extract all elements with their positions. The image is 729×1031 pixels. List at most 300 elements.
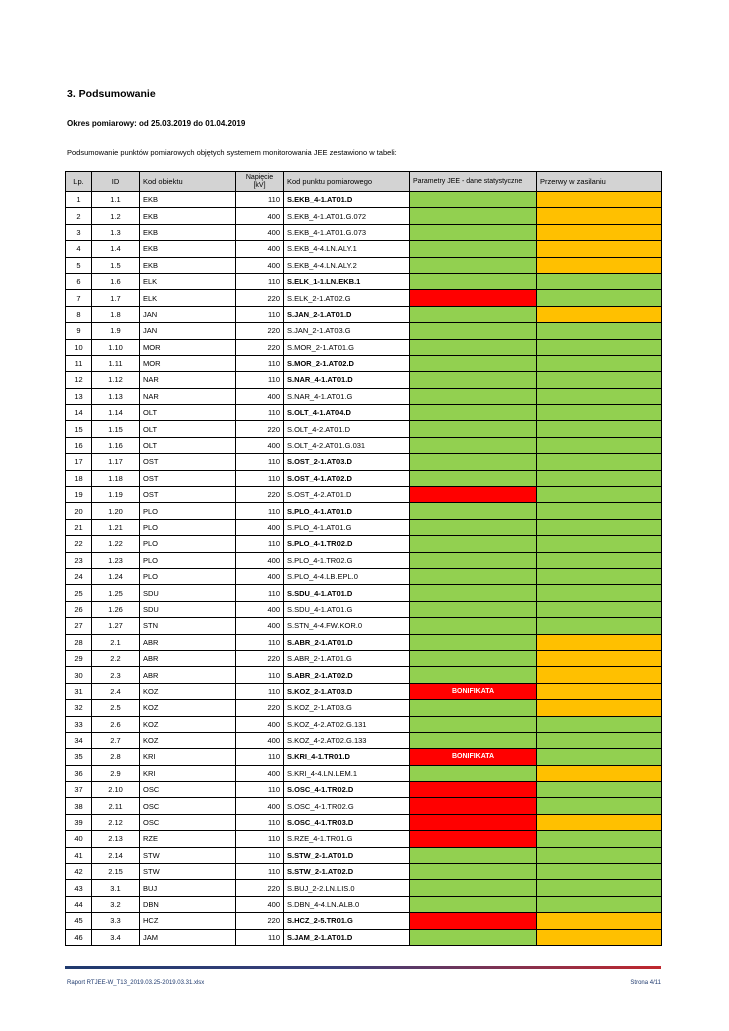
cell-object-code: OLT [140, 437, 236, 453]
cell-id: 1.7 [92, 290, 140, 306]
cell-object-code: OST [140, 454, 236, 470]
cell-outage-status [537, 831, 662, 847]
cell-id: 2.13 [92, 831, 140, 847]
cell-object-code: PLO [140, 536, 236, 552]
table-row [66, 241, 662, 257]
cell-outage-status [537, 732, 662, 748]
cell-voltage: 400 [236, 896, 284, 912]
cell-jee-status [410, 634, 537, 650]
cell-object-code: JAM [140, 929, 236, 945]
cell-lp: 28 [66, 634, 92, 650]
table-row [66, 536, 662, 552]
cell-lp: 44 [66, 896, 92, 912]
cell-jee-status [410, 355, 537, 371]
cell-point-code: S.EKB_4-1.AT01.G.073 [284, 224, 410, 240]
cell-voltage: 400 [236, 601, 284, 617]
cell-jee-status [410, 568, 537, 584]
cell-jee-status [410, 241, 537, 257]
cell-jee-status [410, 306, 537, 322]
cell-lp: 17 [66, 454, 92, 470]
cell-object-code: KOZ [140, 683, 236, 699]
cell-outage-status [537, 749, 662, 765]
table-row [66, 290, 662, 306]
cell-object-code: KRI [140, 749, 236, 765]
cell-id: 2.6 [92, 716, 140, 732]
table-row [66, 798, 662, 814]
cell-point-code: S.BUJ_2-2.LN.LIS.0 [284, 880, 410, 896]
cell-jee-status [410, 273, 537, 289]
cell-jee-status [410, 601, 537, 617]
cell-voltage: 110 [236, 372, 284, 388]
cell-voltage: 110 [236, 749, 284, 765]
cell-lp: 8 [66, 306, 92, 322]
cell-point-code: S.ABR_2-1.AT02.D [284, 667, 410, 683]
cell-jee-status [410, 503, 537, 519]
cell-voltage: 110 [236, 782, 284, 798]
cell-jee-status [410, 765, 537, 781]
cell-object-code: OLT [140, 405, 236, 421]
cell-jee-status [410, 847, 537, 863]
cell-object-code: JAN [140, 306, 236, 322]
cell-id: 1.10 [92, 339, 140, 355]
cell-point-code: S.MOR_2-1.AT02.D [284, 355, 410, 371]
cell-object-code: PLO [140, 552, 236, 568]
cell-voltage: 220 [236, 323, 284, 339]
cell-outage-status [537, 355, 662, 371]
cell-object-code: JAN [140, 323, 236, 339]
cell-lp: 38 [66, 798, 92, 814]
table-row [66, 257, 662, 273]
cell-outage-status [537, 421, 662, 437]
cell-id: 1.20 [92, 503, 140, 519]
cell-lp: 4 [66, 241, 92, 257]
table-row [66, 519, 662, 535]
cell-object-code: STW [140, 864, 236, 880]
cell-id: 2.15 [92, 864, 140, 880]
cell-jee-status [410, 421, 537, 437]
cell-voltage: 400 [236, 568, 284, 584]
cell-outage-status [537, 536, 662, 552]
table-header-row [66, 172, 662, 192]
cell-outage-status [537, 782, 662, 798]
cell-voltage: 400 [236, 552, 284, 568]
cell-object-code: PLO [140, 503, 236, 519]
table-row [66, 782, 662, 798]
summary-table [65, 171, 662, 946]
table-row [66, 192, 662, 208]
cell-point-code: S.STW_2-1.AT01.D [284, 847, 410, 863]
cell-id: 1.17 [92, 454, 140, 470]
cell-id: 1.11 [92, 355, 140, 371]
cell-outage-status [537, 585, 662, 601]
footer-divider [65, 966, 661, 969]
cell-voltage: 400 [236, 716, 284, 732]
cell-id: 1.16 [92, 437, 140, 453]
cell-object-code: OLT [140, 421, 236, 437]
cell-id: 2.3 [92, 667, 140, 683]
table-row [66, 634, 662, 650]
cell-point-code: S.STN_4-4.FW.KOR.0 [284, 618, 410, 634]
cell-id: 2.9 [92, 765, 140, 781]
cell-voltage: 220 [236, 421, 284, 437]
cell-lp: 19 [66, 487, 92, 503]
cell-id: 1.8 [92, 306, 140, 322]
cell-jee-status [410, 224, 537, 240]
table-row [66, 618, 662, 634]
cell-id: 2.14 [92, 847, 140, 863]
cell-voltage: 110 [236, 470, 284, 486]
cell-object-code: PLO [140, 519, 236, 535]
cell-jee-status [410, 782, 537, 798]
table-row [66, 913, 662, 929]
cell-outage-status [537, 503, 662, 519]
cell-lp: 40 [66, 831, 92, 847]
col-header-voltage: Napięcie [kV] [236, 172, 284, 192]
cell-lp: 29 [66, 650, 92, 666]
cell-object-code: HCZ [140, 913, 236, 929]
cell-lp: 31 [66, 683, 92, 699]
cell-voltage: 110 [236, 192, 284, 208]
cell-object-code: STW [140, 847, 236, 863]
cell-point-code: S.JAM_2-1.AT01.D [284, 929, 410, 945]
cell-jee-status [410, 208, 537, 224]
cell-lp: 7 [66, 290, 92, 306]
cell-object-code: SDU [140, 601, 236, 617]
cell-voltage: 220 [236, 700, 284, 716]
cell-outage-status [537, 650, 662, 666]
cell-jee-status [410, 929, 537, 945]
cell-point-code: S.KOZ_2-1.AT03.D [284, 683, 410, 699]
table-row [66, 437, 662, 453]
cell-voltage: 400 [236, 437, 284, 453]
intro-text: Podsumowanie punktów pomiarowych objętych systemem monitorowania JEE zestawiono w tabeli: [67, 148, 397, 157]
cell-lp: 36 [66, 765, 92, 781]
cell-jee-status: BONIFIKATA [410, 749, 537, 765]
cell-point-code: S.EKB_4-4.LN.ALY.1 [284, 241, 410, 257]
cell-object-code: NAR [140, 388, 236, 404]
cell-jee-status [410, 831, 537, 847]
cell-object-code: ABR [140, 650, 236, 666]
cell-voltage: 400 [236, 732, 284, 748]
cell-lp: 9 [66, 323, 92, 339]
table-row [66, 896, 662, 912]
cell-outage-status [537, 519, 662, 535]
table-row [66, 503, 662, 519]
cell-lp: 11 [66, 355, 92, 371]
cell-object-code: STN [140, 618, 236, 634]
cell-voltage: 110 [236, 814, 284, 830]
table-row [66, 601, 662, 617]
table-row [66, 847, 662, 863]
cell-outage-status [537, 372, 662, 388]
cell-jee-status [410, 618, 537, 634]
cell-object-code: EKB [140, 257, 236, 273]
cell-point-code: S.SDU_4-1.AT01.D [284, 585, 410, 601]
cell-id: 1.23 [92, 552, 140, 568]
cell-id: 1.3 [92, 224, 140, 240]
cell-id: 1.9 [92, 323, 140, 339]
cell-point-code: S.OST_2-1.AT03.D [284, 454, 410, 470]
cell-lp: 32 [66, 700, 92, 716]
cell-jee-status [410, 519, 537, 535]
cell-id: 3.2 [92, 896, 140, 912]
cell-jee-status [410, 552, 537, 568]
table-row [66, 405, 662, 421]
cell-jee-status [410, 437, 537, 453]
table-row [66, 650, 662, 666]
cell-point-code: S.STW_2-1.AT02.D [284, 864, 410, 880]
cell-object-code: ABR [140, 667, 236, 683]
cell-object-code: SDU [140, 585, 236, 601]
cell-outage-status [537, 470, 662, 486]
cell-lp: 35 [66, 749, 92, 765]
table-row [66, 765, 662, 781]
table-row [66, 421, 662, 437]
cell-voltage: 220 [236, 487, 284, 503]
cell-lp: 20 [66, 503, 92, 519]
cell-id: 1.25 [92, 585, 140, 601]
cell-voltage: 400 [236, 224, 284, 240]
cell-outage-status [537, 896, 662, 912]
cell-lp: 26 [66, 601, 92, 617]
col-header-object-code: Kod obiektu [140, 172, 236, 192]
cell-jee-status [410, 585, 537, 601]
table-row [66, 831, 662, 847]
cell-object-code: ABR [140, 634, 236, 650]
cell-outage-status [537, 208, 662, 224]
cell-voltage: 110 [236, 503, 284, 519]
cell-object-code: OST [140, 470, 236, 486]
cell-point-code: S.JAN_2-1.AT03.G [284, 323, 410, 339]
cell-id: 1.19 [92, 487, 140, 503]
cell-lp: 42 [66, 864, 92, 880]
cell-point-code: S.KOZ_2-1.AT03.G [284, 700, 410, 716]
cell-jee-status [410, 257, 537, 273]
cell-outage-status [537, 306, 662, 322]
cell-object-code: EKB [140, 208, 236, 224]
cell-voltage: 110 [236, 667, 284, 683]
cell-jee-status [410, 814, 537, 830]
cell-point-code: S.OST_4-1.AT02.D [284, 470, 410, 486]
table-row [66, 585, 662, 601]
cell-point-code: S.HCZ_2-5.TR01.G [284, 913, 410, 929]
cell-object-code: ELK [140, 273, 236, 289]
cell-object-code: OSC [140, 798, 236, 814]
cell-id: 3.1 [92, 880, 140, 896]
cell-voltage: 110 [236, 273, 284, 289]
cell-jee-status [410, 798, 537, 814]
cell-outage-status [537, 273, 662, 289]
cell-point-code: S.PLO_4-1.TR02.G [284, 552, 410, 568]
table-row [66, 372, 662, 388]
cell-voltage: 400 [236, 618, 284, 634]
cell-voltage: 110 [236, 454, 284, 470]
cell-jee-status [410, 650, 537, 666]
cell-voltage: 220 [236, 880, 284, 896]
cell-object-code: RZE [140, 831, 236, 847]
cell-outage-status [537, 192, 662, 208]
cell-voltage: 220 [236, 650, 284, 666]
cell-lp: 1 [66, 192, 92, 208]
table-row [66, 470, 662, 486]
cell-lp: 39 [66, 814, 92, 830]
table-row [66, 568, 662, 584]
cell-point-code: S.KOZ_4-2.AT02.G.131 [284, 716, 410, 732]
col-header-jee-params: Parametry JEE - dane statystyczne [410, 172, 537, 192]
cell-jee-status [410, 470, 537, 486]
cell-id: 1.22 [92, 536, 140, 552]
cell-outage-status [537, 798, 662, 814]
cell-point-code: S.PLO_4-1.TR02.D [284, 536, 410, 552]
table-row [66, 667, 662, 683]
cell-object-code: OSC [140, 814, 236, 830]
cell-lp: 6 [66, 273, 92, 289]
table-row [66, 814, 662, 830]
cell-id: 2.7 [92, 732, 140, 748]
cell-object-code: KOZ [140, 732, 236, 748]
cell-outage-status [537, 765, 662, 781]
cell-object-code: EKB [140, 241, 236, 257]
cell-voltage: 400 [236, 388, 284, 404]
cell-lp: 45 [66, 913, 92, 929]
cell-voltage: 110 [236, 306, 284, 322]
cell-object-code: KOZ [140, 716, 236, 732]
cell-lp: 14 [66, 405, 92, 421]
cell-lp: 21 [66, 519, 92, 535]
cell-object-code: ELK [140, 290, 236, 306]
cell-id: 2.8 [92, 749, 140, 765]
cell-outage-status [537, 929, 662, 945]
cell-object-code: NAR [140, 372, 236, 388]
cell-outage-status [537, 913, 662, 929]
cell-lp: 27 [66, 618, 92, 634]
cell-point-code: S.KRI_4-1.TR01.D [284, 749, 410, 765]
cell-point-code: S.ELK_2-1.AT02.G [284, 290, 410, 306]
cell-lp: 18 [66, 470, 92, 486]
cell-outage-status [537, 487, 662, 503]
table-row [66, 454, 662, 470]
table-row [66, 880, 662, 896]
cell-jee-status [410, 372, 537, 388]
cell-point-code: S.EKB_4-4.LN.ALY.2 [284, 257, 410, 273]
cell-outage-status [537, 667, 662, 683]
cell-outage-status [537, 601, 662, 617]
cell-id: 1.21 [92, 519, 140, 535]
cell-lp: 37 [66, 782, 92, 798]
cell-lp: 41 [66, 847, 92, 863]
cell-outage-status [537, 683, 662, 699]
cell-jee-status [410, 388, 537, 404]
table-row [66, 700, 662, 716]
cell-jee-status [410, 732, 537, 748]
cell-jee-status [410, 667, 537, 683]
cell-id: 1.13 [92, 388, 140, 404]
cell-voltage: 220 [236, 339, 284, 355]
cell-id: 1.4 [92, 241, 140, 257]
cell-id: 1.27 [92, 618, 140, 634]
cell-outage-status [537, 405, 662, 421]
cell-voltage: 400 [236, 257, 284, 273]
cell-id: 2.12 [92, 814, 140, 830]
measurement-period: Okres pomiarowy: od 25.03.2019 do 01.04.2019 [67, 119, 246, 128]
cell-lp: 5 [66, 257, 92, 273]
cell-lp: 46 [66, 929, 92, 945]
cell-voltage: 220 [236, 913, 284, 929]
cell-outage-status [537, 388, 662, 404]
footer-page-number: Strona 4/11 [630, 980, 661, 986]
cell-id: 1.2 [92, 208, 140, 224]
cell-point-code: S.OSC_4-1.TR03.D [284, 814, 410, 830]
table-row [66, 388, 662, 404]
cell-point-code: S.OLT_4-1.AT04.D [284, 405, 410, 421]
cell-point-code: S.MOR_2-1.AT01.G [284, 339, 410, 355]
cell-id: 3.3 [92, 913, 140, 929]
cell-jee-status [410, 405, 537, 421]
cell-lp: 12 [66, 372, 92, 388]
table-row [66, 929, 662, 945]
cell-point-code: S.ABR_2-1.AT01.D [284, 634, 410, 650]
cell-jee-status [410, 864, 537, 880]
cell-object-code: KRI [140, 765, 236, 781]
cell-jee-status [410, 880, 537, 896]
cell-jee-status: BONIFIKATA [410, 683, 537, 699]
table-row [66, 864, 662, 880]
cell-lp: 23 [66, 552, 92, 568]
cell-voltage: 110 [236, 536, 284, 552]
cell-voltage: 110 [236, 864, 284, 880]
cell-outage-status [537, 880, 662, 896]
cell-id: 3.4 [92, 929, 140, 945]
cell-lp: 30 [66, 667, 92, 683]
cell-object-code: EKB [140, 192, 236, 208]
col-header-lp: Lp. [66, 172, 92, 192]
cell-lp: 22 [66, 536, 92, 552]
cell-point-code: S.SDU_4-1.AT01.G [284, 601, 410, 617]
table-row [66, 487, 662, 503]
cell-object-code: EKB [140, 224, 236, 240]
table-row [66, 683, 662, 699]
cell-voltage: 400 [236, 519, 284, 535]
cell-jee-status [410, 913, 537, 929]
cell-id: 1.24 [92, 568, 140, 584]
cell-object-code: DBN [140, 896, 236, 912]
table-row [66, 273, 662, 289]
cell-outage-status [537, 552, 662, 568]
cell-point-code: S.OSC_4-1.TR02.G [284, 798, 410, 814]
footer-report-name: Raport RTJEE-W_T13_2019.03.25-2019.03.31.xlsx [67, 980, 205, 986]
cell-outage-status [537, 700, 662, 716]
cell-id: 2.2 [92, 650, 140, 666]
cell-lp: 3 [66, 224, 92, 240]
cell-voltage: 110 [236, 847, 284, 863]
table-row [66, 749, 662, 765]
col-header-id: ID [92, 172, 140, 192]
cell-id: 1.12 [92, 372, 140, 388]
cell-outage-status [537, 241, 662, 257]
cell-outage-status [537, 618, 662, 634]
cell-id: 1.26 [92, 601, 140, 617]
cell-outage-status [537, 847, 662, 863]
cell-point-code: S.KRI_4-4.LN.LEM.1 [284, 765, 410, 781]
cell-object-code: PLO [140, 568, 236, 584]
cell-outage-status [537, 257, 662, 273]
table-row [66, 224, 662, 240]
cell-object-code: MOR [140, 339, 236, 355]
cell-voltage: 400 [236, 765, 284, 781]
cell-voltage: 110 [236, 929, 284, 945]
cell-outage-status [537, 634, 662, 650]
cell-point-code: S.NAR_4-1.AT01.D [284, 372, 410, 388]
